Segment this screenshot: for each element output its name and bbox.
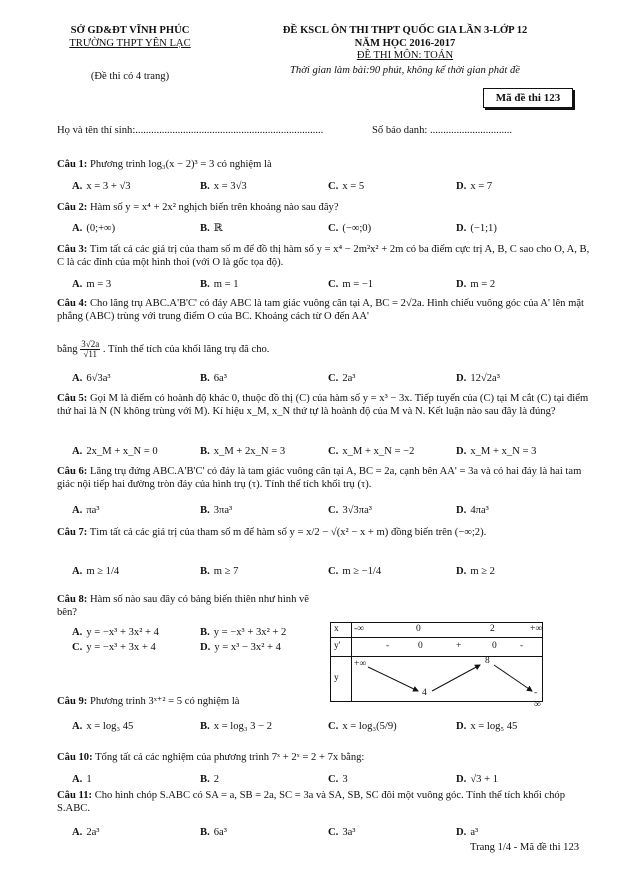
option-text: m ≥ −1/4 xyxy=(342,566,382,577)
question-text: Tìm tất cả các giá trị của tham số m để đồ thị hàm số y = x⁴ − 2m²x² + 2m có ba điểm cực trị A, B, C sao cho O, A, B, C là các đỉnh của một hình thoi (với O là gốc tọa độ). xyxy=(57,244,590,269)
option-c[interactable] xyxy=(328,720,397,733)
option-c[interactable] xyxy=(328,504,372,517)
vt-yp4: - xyxy=(520,641,524,651)
school-name: TRƯỜNG THPT YÊN LẠC xyxy=(69,38,191,49)
option-text: 3πa³ xyxy=(213,505,233,516)
option-text: m ≥ 7 xyxy=(213,566,239,577)
option-key: B. xyxy=(200,279,210,290)
option-b[interactable] xyxy=(200,278,239,291)
option-a[interactable] xyxy=(72,565,119,578)
option-key: D. xyxy=(456,774,467,785)
option-text: m = −1 xyxy=(342,279,374,290)
option-key: C. xyxy=(328,721,339,732)
option-text: m ≥ 1/4 xyxy=(86,566,120,577)
option-d[interactable] xyxy=(456,720,517,733)
question-label: Câu 9: xyxy=(57,696,88,707)
option-key: C. xyxy=(328,279,339,290)
option-b[interactable] xyxy=(200,626,286,639)
question-11-options xyxy=(72,826,592,840)
question-1-options xyxy=(72,180,592,194)
option-key: D. xyxy=(456,181,467,192)
option-key: D. xyxy=(456,446,467,457)
question-4-options xyxy=(72,372,592,386)
option-text: m = 3 xyxy=(86,279,112,290)
option-b[interactable] xyxy=(200,180,247,193)
question-text: Phương trình 3ˣ⁺² = 5 có nghiệm là xyxy=(89,696,240,707)
option-text: x_M + x_N = −2 xyxy=(342,446,415,457)
option-text: x = log₃ 3 − 2 xyxy=(213,721,273,732)
option-key: A. xyxy=(72,373,83,384)
question-10-options xyxy=(72,773,592,787)
student-name-field: Họ và tên thí sinh:....................................................................... xyxy=(57,125,324,136)
page-footer: Trang 1/4 - Mã đề thi 123 xyxy=(470,842,580,853)
vt-y3: - ∞ xyxy=(534,688,541,710)
question-10 xyxy=(57,751,597,764)
option-key: A. xyxy=(72,181,83,192)
option-b[interactable] xyxy=(200,504,232,517)
option-b[interactable] xyxy=(200,826,227,839)
q4-suffix: . Tính thể tích của khối lăng trụ đã cho. xyxy=(102,343,270,355)
option-a[interactable] xyxy=(72,826,100,839)
option-text: y = −x³ + 3x + 4 xyxy=(86,642,156,653)
option-text: x_M + x_N = 3 xyxy=(470,446,537,457)
question-7 xyxy=(57,526,597,539)
vt-y-label: y xyxy=(331,657,352,702)
option-key: D. xyxy=(456,827,467,838)
option-b[interactable] xyxy=(200,222,223,235)
option-text: 2a³ xyxy=(86,827,100,838)
option-b[interactable] xyxy=(200,565,238,578)
option-b[interactable] xyxy=(200,720,272,733)
q4-frac-top: 3√2a xyxy=(81,339,100,349)
option-text: 1 xyxy=(86,774,92,785)
question-3-options xyxy=(72,278,592,292)
question-text: Hàm số nào sau đây có bảng biến thiên như hình vẽ bên? xyxy=(57,594,310,619)
question-text: Hàm số y = x⁴ + 2x² nghịch biến trên khoảng nào sau đây? xyxy=(89,202,339,213)
question-5-options xyxy=(72,445,592,459)
option-c[interactable] xyxy=(328,222,371,235)
option-key: C. xyxy=(328,223,339,234)
question-label: Câu 4: xyxy=(57,298,88,309)
option-text: 12√2a³ xyxy=(470,373,500,384)
question-label: Câu 5: xyxy=(57,393,88,404)
option-text: y = −x³ + 3x² + 2 xyxy=(213,627,287,638)
option-c[interactable] xyxy=(328,278,373,291)
vt-yp-values xyxy=(352,638,543,657)
option-key: A. xyxy=(72,223,83,234)
option-text: (−∞;0) xyxy=(342,223,372,234)
option-key: C. xyxy=(328,373,339,384)
vt-x3: +∞ xyxy=(530,624,543,634)
option-text: x = 5 xyxy=(342,181,365,192)
vt-x1: 0 xyxy=(416,624,421,634)
page-count-note: (Đề thi có 4 trang) xyxy=(90,71,170,82)
question-text: Tìm tất cả các giá trị của tham số m để hàm số y = x/2 − √(x² − x + m) đồng biến trên (−∞;2). xyxy=(89,527,487,538)
option-key: D. xyxy=(456,721,467,732)
school-year: NĂM HỌC 2016-2017 xyxy=(354,38,456,49)
exam-code-box: Mã đề thi 123 xyxy=(483,88,573,108)
option-text: 3a³ xyxy=(342,827,356,838)
option-c[interactable] xyxy=(72,641,156,654)
option-text: m = 1 xyxy=(213,279,239,290)
option-key: B. xyxy=(200,223,210,234)
option-c[interactable] xyxy=(328,445,414,458)
option-a[interactable] xyxy=(72,773,92,786)
option-key: B. xyxy=(200,373,210,384)
option-key: B. xyxy=(200,566,210,577)
question-label: Câu 8: xyxy=(57,594,88,605)
vt-x-label: x xyxy=(331,623,352,638)
option-key: B. xyxy=(200,627,210,638)
option-a[interactable] xyxy=(72,445,158,458)
option-key: B. xyxy=(200,827,210,838)
option-key: B. xyxy=(200,774,210,785)
option-d[interactable] xyxy=(456,278,495,291)
question-text: Lăng trụ đứng ABC.A'B'C' có đáy là tam giác vuông cân tại A, BC = 2a, cạnh bên AA' = 3a và có hai đáy là hai tam giác nội tiếp hai đường tròn đáy của hình trụ (τ). Tính thể tích khối trụ (τ). xyxy=(57,466,582,491)
option-a[interactable] xyxy=(72,720,133,733)
option-key: C. xyxy=(328,505,339,516)
option-c[interactable] xyxy=(328,773,348,786)
option-a[interactable] xyxy=(72,626,159,639)
exam-title: ĐỀ KSCL ÔN THI THPT QUỐC GIA LẦN 3-LỚP 12 xyxy=(282,25,528,36)
option-key: D. xyxy=(456,566,467,577)
option-key: C. xyxy=(72,642,83,653)
vt-arrow-up xyxy=(432,665,480,691)
question-6 xyxy=(57,465,597,491)
vt-y2: 8 xyxy=(485,656,490,666)
option-text: m ≥ 2 xyxy=(470,566,495,577)
option-text: πa³ xyxy=(86,505,100,516)
question-text: Phương trình log₃(x − 2)³ = 3 có nghiệm là xyxy=(89,159,272,170)
question-label: Câu 3: xyxy=(57,244,88,255)
question-5 xyxy=(57,392,597,418)
vt-yp3: 0 xyxy=(492,641,497,651)
question-4 xyxy=(57,297,597,323)
question-7-options xyxy=(72,565,592,579)
vt-row-yp xyxy=(331,638,543,657)
option-key: A. xyxy=(72,827,83,838)
option-d[interactable] xyxy=(456,504,489,517)
vt-x-values xyxy=(352,623,543,638)
vt-arrow-down-2 xyxy=(494,665,532,691)
option-d[interactable] xyxy=(456,372,500,385)
student-id-field: Số báo danh: ............................... xyxy=(372,125,513,136)
option-key: B. xyxy=(200,721,210,732)
option-text: x = log₃ 45 xyxy=(86,721,134,732)
option-text: 2 xyxy=(213,774,220,785)
option-key: B. xyxy=(200,446,210,457)
vt-x2: 2 xyxy=(490,624,495,634)
option-a[interactable] xyxy=(72,278,111,291)
vt-arrows xyxy=(352,657,558,703)
option-key: C. xyxy=(328,446,339,457)
option-text: 6a³ xyxy=(213,373,227,384)
department-name: SỞ GD&ĐT VĨNH PHÚC xyxy=(70,25,190,36)
question-label: Câu 7: xyxy=(57,527,88,538)
question-text: Tổng tất cả các nghiệm của phương trình 7ˣ + 2ˣ = 2 + 7x bằng: xyxy=(95,752,365,763)
vt-yp1: 0 xyxy=(418,641,423,651)
option-key: A. xyxy=(72,566,83,577)
option-text: m = 2 xyxy=(470,279,496,290)
option-key: D. xyxy=(456,279,467,290)
option-text: x_M + 2x_N = 3 xyxy=(213,446,286,457)
option-a[interactable] xyxy=(72,222,115,235)
option-c[interactable] xyxy=(328,565,381,578)
subject: ĐỀ THI MÔN: TOÁN xyxy=(356,50,454,61)
time-note: Thời gian làm bài:90 phút, không kể thời gian phát đề xyxy=(290,65,520,76)
vt-y0: +∞ xyxy=(354,659,367,669)
option-d[interactable] xyxy=(456,826,478,839)
q4-second-line xyxy=(57,340,269,359)
option-text: 6a³ xyxy=(213,827,227,838)
option-key: A. xyxy=(72,505,83,516)
question-8 xyxy=(57,593,327,619)
option-d[interactable] xyxy=(456,222,497,235)
question-2 xyxy=(57,201,597,214)
option-key: A. xyxy=(72,279,83,290)
vt-arrow-down-1 xyxy=(368,667,418,691)
variation-table xyxy=(330,622,543,710)
option-text: x = 7 xyxy=(470,181,493,192)
question-label: Câu 11: xyxy=(57,790,93,801)
option-b[interactable] xyxy=(200,445,285,458)
question-9-options xyxy=(72,720,592,734)
option-text: 2x_M + x_N = 0 xyxy=(86,446,158,457)
vt-x0: -∞ xyxy=(354,624,364,634)
question-11 xyxy=(57,789,597,815)
option-text: (−1;1) xyxy=(470,223,497,234)
vt-y1: 4 xyxy=(422,688,427,698)
question-3 xyxy=(57,243,597,269)
option-text: x = 3 + √3 xyxy=(86,181,131,192)
option-key: D. xyxy=(200,642,211,653)
option-key: C. xyxy=(328,774,339,785)
option-a[interactable] xyxy=(72,372,111,385)
q4-prefix: bằng xyxy=(57,343,78,355)
option-b[interactable] xyxy=(200,773,219,786)
option-key: B. xyxy=(200,505,210,516)
option-c[interactable] xyxy=(328,372,356,385)
option-key: D. xyxy=(456,373,467,384)
option-c[interactable] xyxy=(328,180,364,193)
option-key: A. xyxy=(72,774,83,785)
option-text: √3 + 1 xyxy=(470,774,498,785)
option-text: a³ xyxy=(470,827,479,838)
option-d[interactable] xyxy=(456,180,492,193)
q4-frac-bot: √11 xyxy=(83,349,98,359)
option-key: C. xyxy=(328,181,339,192)
option-key: D. xyxy=(456,505,467,516)
option-text: 4πa³ xyxy=(470,505,489,516)
vt-row-y xyxy=(331,657,543,702)
option-key: A. xyxy=(72,721,83,732)
option-key: C. xyxy=(328,827,339,838)
option-text: x = log₃(5/9) xyxy=(342,721,397,732)
option-key: B. xyxy=(200,181,210,192)
option-d[interactable] xyxy=(456,773,498,786)
option-text: 6√3a³ xyxy=(86,373,111,384)
option-text: x = log₅ 45 xyxy=(470,721,518,732)
option-a[interactable] xyxy=(72,180,131,193)
question-label: Câu 2: xyxy=(57,202,88,213)
vt-row-x xyxy=(331,623,543,638)
option-text: (0;+∞) xyxy=(86,223,116,234)
question-label: Câu 10: xyxy=(57,752,93,763)
option-key: C. xyxy=(328,566,339,577)
vt-yp-label: y' xyxy=(331,638,352,657)
question-1 xyxy=(57,158,597,171)
option-text: x = 3√3 xyxy=(213,181,247,192)
option-d[interactable] xyxy=(456,565,495,578)
option-text: ℝ xyxy=(213,223,223,234)
vt-yp2: + xyxy=(456,641,462,651)
question-6-options xyxy=(72,504,592,518)
option-d[interactable] xyxy=(200,641,281,654)
option-text: 3 xyxy=(342,774,348,785)
option-text: y = x³ − 3x² + 4 xyxy=(214,642,281,653)
question-2-options xyxy=(72,222,592,236)
question-text: Cho lăng trụ ABC.A'B'C' có đáy ABC là tam giác vuông cân tại A, BC = 2√2a. Hình chiếu vuông góc của A' lên mặt phẳng (ABC) trùng với trung điểm O của BC. Khoảng cách từ O đến AA' xyxy=(57,298,584,323)
option-text: 3√3πa³ xyxy=(342,505,372,516)
question-text: Gọi M là điểm có hoành độ khác 0, thuộc đồ thị (C) của hàm số y = x³ − 3x. Tiếp tuyến của (C) tại M cắt (C) tại điểm thứ hai là N (N không trùng với M). Kí hiệu x_M, x_N thứ tự là hoành độ của M và N. Kết luận nào sau đây là đúng? xyxy=(57,393,589,418)
vt-y-values xyxy=(352,656,543,710)
option-a[interactable] xyxy=(72,504,100,517)
option-key: D. xyxy=(456,223,467,234)
option-key: A. xyxy=(72,446,83,457)
option-d[interactable] xyxy=(456,445,536,458)
question-label: Câu 6: xyxy=(57,466,88,477)
q4-fraction xyxy=(80,340,100,359)
option-b[interactable] xyxy=(200,372,227,385)
question-label: Câu 1: xyxy=(57,159,88,170)
option-c[interactable] xyxy=(328,826,356,839)
option-text: 2a³ xyxy=(342,373,356,384)
option-key: A. xyxy=(72,627,83,638)
vt-yp0: - xyxy=(386,641,390,651)
question-text: Cho hình chóp S.ABC có SA = a, SB = 2a, SC = 3a và SA, SB, SC đôi một vuông góc. Tính thể tích khối chóp S.ABC. xyxy=(57,790,566,815)
option-text: y = −x³ + 3x² + 4 xyxy=(86,627,159,638)
